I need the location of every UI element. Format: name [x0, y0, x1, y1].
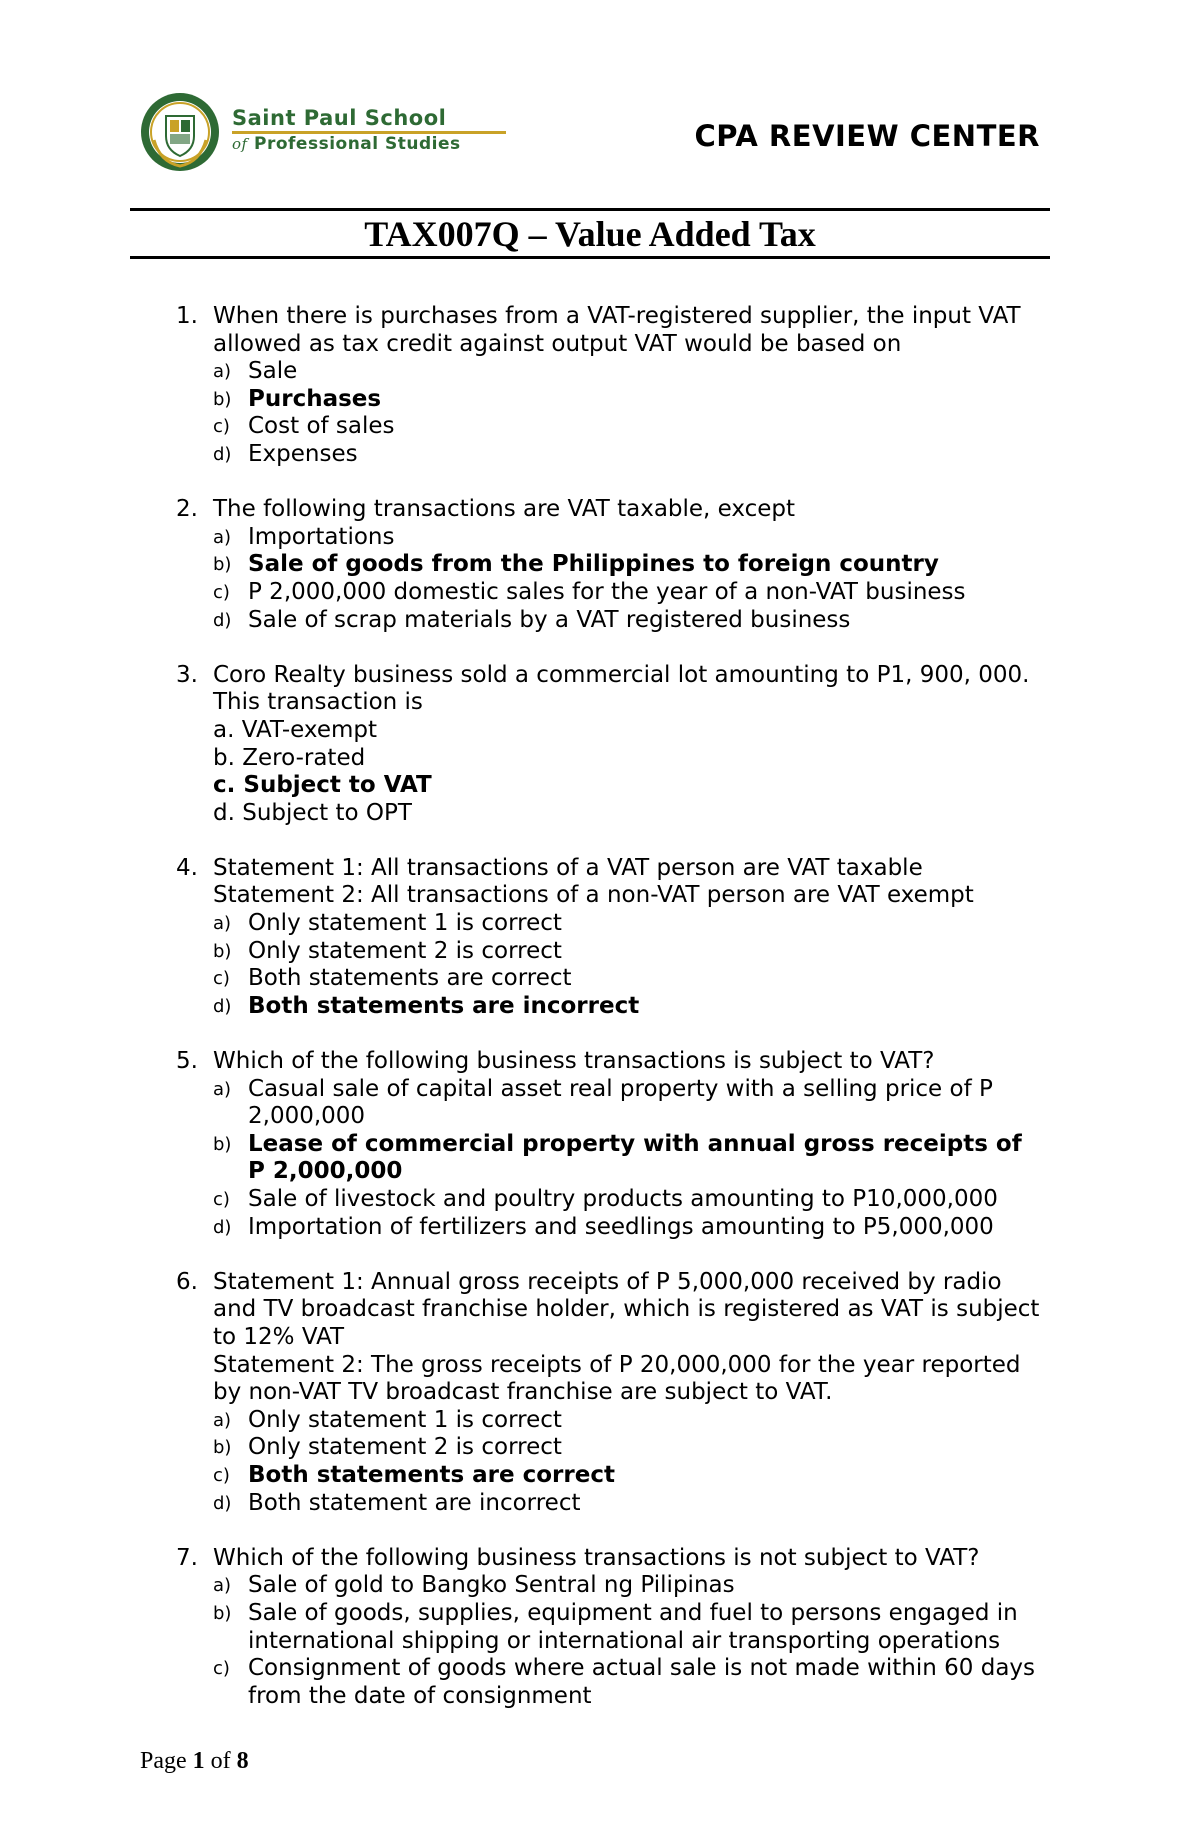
- option-text: 2,000,000: [248, 1103, 366, 1130]
- question-number: 4.: [176, 854, 198, 881]
- option-letter: b): [213, 1602, 232, 1624]
- question-text: Statement 2: All transactions of a non-VAT person are VAT exempt: [213, 882, 974, 909]
- option-letter: a): [213, 1078, 232, 1100]
- question-text: The following transactions are VAT taxable, except: [213, 496, 796, 523]
- option-letter: b): [213, 940, 232, 962]
- option-list: [213, 1407, 1076, 1517]
- option-c: [213, 579, 1076, 607]
- option-letter: b): [213, 1133, 232, 1155]
- question-text: Statement 1: All transactions of a VAT person are VAT taxable: [213, 854, 923, 881]
- option-d: [213, 1214, 1076, 1242]
- option-text: international shipping or international air transporting operations: [248, 1627, 1001, 1654]
- question-text: allowed as tax credit against output VAT would be based on: [213, 330, 902, 357]
- option-b-correct: [213, 551, 1076, 579]
- school-name-of: of: [232, 135, 248, 153]
- question-text: Coro Realty business sold a commercial lot amounting to P1, 900, 000.: [213, 661, 1030, 688]
- option-text: from the date of consignment: [248, 1682, 592, 1709]
- option-c-correct: [213, 1462, 1076, 1490]
- option-text: Importations: [248, 523, 395, 550]
- option-text: Sale of goods from the Philippines to foreign country: [248, 551, 939, 578]
- school-name-line2-text: Professional Studies: [254, 134, 461, 154]
- question-text: by non-VAT TV broadcast franchise are subject to VAT.: [213, 1379, 833, 1406]
- option-a: [213, 1407, 1076, 1435]
- option-b-correct: [213, 1131, 1076, 1186]
- option-letter: d): [213, 1492, 232, 1514]
- page-number: 1: [192, 1748, 205, 1774]
- option-letter: d): [213, 443, 232, 465]
- question-number: 1.: [176, 303, 198, 329]
- question-3: [176, 662, 1076, 828]
- question-7: [176, 1545, 1076, 1711]
- option-c: [213, 413, 1076, 441]
- question-4: [176, 855, 1076, 1021]
- option-letter: c): [213, 1189, 230, 1210]
- option-b-correct: [213, 386, 1076, 414]
- option-b: [213, 1434, 1076, 1462]
- option-text: Lease of commercial property with annual gross receipts of: [248, 1130, 1022, 1157]
- question-text: to 12% VAT: [213, 1323, 345, 1350]
- option-letter: c): [213, 1464, 230, 1486]
- option-c-correct: c. Subject to VAT: [213, 772, 432, 799]
- option-letter: d): [213, 995, 232, 1017]
- option-letter: c): [213, 581, 230, 603]
- question-number: 2.: [176, 496, 198, 523]
- option-a: [213, 910, 1076, 938]
- option-text: Cost of sales: [248, 413, 395, 440]
- question-number: 5.: [176, 1048, 198, 1075]
- question-text: Statement 2: The gross receipts of P 20,000,000 for the year reported: [213, 1351, 1021, 1378]
- option-text: Both statement are incorrect: [248, 1489, 581, 1516]
- option-letter: b): [213, 1437, 232, 1459]
- option-list: [213, 524, 1076, 634]
- page-word: Page: [140, 1748, 187, 1774]
- question-text: Which of the following business transactions is subject to VAT?: [213, 1048, 935, 1075]
- option-a: [213, 524, 1076, 552]
- option-text: Sale of scrap materials by a VAT registered business: [248, 606, 851, 633]
- option-c: [213, 965, 1076, 993]
- option-list: [213, 358, 1076, 468]
- option-letter: a): [213, 526, 232, 548]
- option-letter: c): [213, 1658, 230, 1680]
- page-total: 8: [236, 1748, 249, 1774]
- option-list: [213, 910, 1076, 1020]
- question-text: This transaction is: [213, 689, 423, 716]
- option-text: Both statements are correct: [248, 1461, 615, 1488]
- title-rule-top: [130, 208, 1050, 211]
- school-seal-icon: [140, 92, 220, 172]
- option-c: [213, 1655, 1076, 1710]
- option-b: b. Zero-rated: [213, 744, 366, 771]
- option-text: Expenses: [248, 440, 358, 467]
- title-rule-bottom: [130, 256, 1050, 259]
- question-5: [176, 1048, 1076, 1241]
- question-number: 3.: [176, 661, 198, 688]
- school-logo: [140, 92, 520, 172]
- option-text: Only statement 2 is correct: [248, 1434, 562, 1461]
- option-list: [213, 1076, 1076, 1242]
- question-2: [176, 496, 1076, 634]
- option-letter: d): [213, 1216, 232, 1238]
- question-number: 7.: [176, 1544, 198, 1571]
- option-text: Both statements are incorrect: [248, 992, 640, 1019]
- question-6: [176, 1269, 1076, 1517]
- option-a: a. VAT-exempt: [213, 716, 377, 743]
- option-letter: a): [213, 361, 232, 383]
- option-text: Importation of fertilizers and seedlings amounting to P5,000,000: [248, 1213, 994, 1240]
- option-text: Only statement 1 is correct: [248, 910, 562, 937]
- school-name-line2: [232, 134, 461, 154]
- option-text: Consignment of goods where actual sale is not made within 60 days: [248, 1655, 1036, 1682]
- option-list: [213, 1572, 1076, 1710]
- option-letter: b): [213, 554, 232, 576]
- question-list: [176, 303, 1076, 1738]
- review-center-title: CPA REVIEW CENTER: [694, 119, 1040, 153]
- option-text: Only statement 1 is correct: [248, 1406, 562, 1433]
- question-text: When there is purchases from a VAT-registered supplier, the input VAT: [213, 303, 1021, 329]
- option-letter: c): [213, 968, 230, 990]
- option-text: Sale of livestock and poultry products amounting to P10,000,000: [248, 1186, 998, 1212]
- option-a: [213, 1572, 1076, 1600]
- question-number: 6.: [176, 1268, 198, 1295]
- option-text: Sale of goods, supplies, equipment and fuel to persons engaged in: [248, 1599, 1018, 1626]
- option-a: [213, 358, 1076, 386]
- page-footer: [140, 1748, 249, 1775]
- option-text: Only statement 2 is correct: [248, 937, 562, 964]
- question-text: Statement 1: Annual gross receipts of P 5,000,000 received by radio: [213, 1268, 1002, 1295]
- option-text: Casual sale of capital asset real property with a selling price of P: [248, 1075, 993, 1102]
- option-letter: a): [213, 913, 232, 935]
- option-a: [213, 1076, 1076, 1131]
- option-text: Both statements are correct: [248, 965, 572, 992]
- option-b: [213, 938, 1076, 966]
- option-c: [213, 1186, 1076, 1214]
- option-b: [213, 1600, 1076, 1655]
- option-d: [213, 1490, 1076, 1518]
- question-text: Which of the following business transactions is not subject to VAT?: [213, 1544, 980, 1571]
- document-title: TAX007Q – Value Added Tax: [364, 214, 816, 254]
- option-text: Sale: [248, 358, 298, 385]
- of-word: of: [210, 1748, 231, 1774]
- option-d-correct: [213, 993, 1076, 1021]
- option-text: P 2,000,000 domestic sales for the year of a non-VAT business: [248, 578, 966, 605]
- option-letter: a): [213, 1575, 232, 1597]
- option-letter: d): [213, 609, 232, 631]
- question-1: [176, 303, 1076, 469]
- option-letter: c): [213, 416, 230, 438]
- option-d: [213, 441, 1076, 469]
- option-text: Purchases: [248, 385, 382, 412]
- option-letter: a): [213, 1409, 232, 1431]
- option-d: [213, 607, 1076, 635]
- option-d: d. Subject to OPT: [213, 799, 412, 826]
- question-text: and TV broadcast franchise holder, which is registered as VAT is subject: [213, 1296, 1040, 1323]
- option-text: Sale of gold to Bangko Sentral ng Pilipinas: [248, 1572, 735, 1599]
- option-letter: b): [213, 388, 232, 410]
- school-name-line1: Saint Paul School: [232, 106, 447, 130]
- option-text: P 2,000,000: [248, 1158, 403, 1185]
